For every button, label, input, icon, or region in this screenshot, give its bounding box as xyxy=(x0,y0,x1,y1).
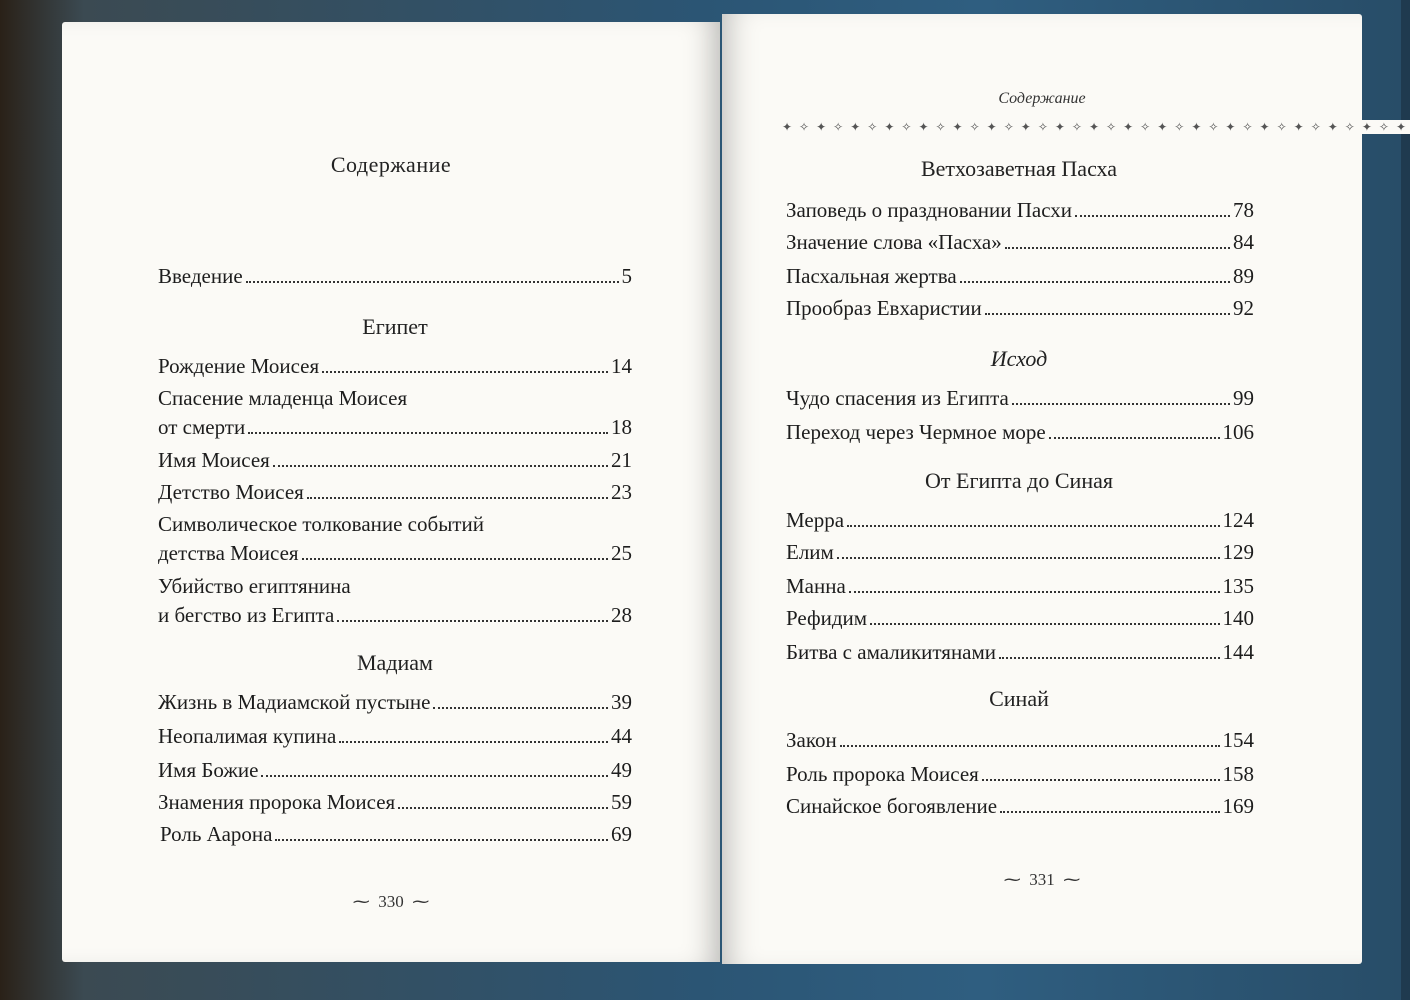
toc-entry: Роль Аарона 69 xyxy=(160,822,632,846)
toc-entry: Имя Моисея 21 xyxy=(158,448,632,472)
section-heading: Исход xyxy=(990,346,1048,371)
toc-entry: Символическое толкование событий детства Моисея 25 xyxy=(158,512,632,565)
section-heading: Синай xyxy=(989,686,1049,711)
toc-entry: Пасхальная жертва 89 xyxy=(786,264,1254,288)
section-heading: Ветхозаветная Пасха xyxy=(920,156,1118,181)
running-head: Содержание xyxy=(998,90,1086,107)
ornament-divider: ✦ ✧ ✦ ✧ ✦ ✧ ✦ ✧ ✦ ✧ ✦ ✧ ✦ ✧ ✦ ✧ ✦ ✧ ✦ ✧ ✦ ✧ ✦ ✧ ✦ ✧ ✦ ✧ ✦ ✧ ✦ ✧ ✦ ✧ ✦ ✧ ✦ xyxy=(782,120,1409,134)
toc-entry: Введение 5 xyxy=(158,264,632,288)
section-heading: Мадиам xyxy=(357,650,433,675)
toc-entry: Синайское богоявление 169 xyxy=(786,794,1254,818)
toc-entry: Роль пророка Моисея 158 xyxy=(786,762,1254,786)
toc-entry: Прообраз Евхаристии 92 xyxy=(786,296,1254,320)
right-page xyxy=(722,14,1409,964)
left-page xyxy=(62,22,720,962)
toc-entry: Детство Моисея 23 xyxy=(158,480,632,504)
toc-entry: Чудо спасения из Египта 99 xyxy=(786,386,1254,410)
toc-entry: Имя Божие 49 xyxy=(158,758,632,782)
toc-entry: Переход через Чермное море 106 xyxy=(786,420,1254,444)
toc-title: Содержание xyxy=(330,152,452,177)
toc-entry: Значение слова «Пасха» 84 xyxy=(786,230,1254,254)
toc-entry: Рефидим 140 xyxy=(786,606,1254,630)
section-heading: Египет xyxy=(362,314,428,339)
toc-entry: Жизнь в Мадиамской пустыне 39 xyxy=(158,690,632,714)
toc-entry: Мерра 124 xyxy=(786,508,1254,532)
toc-entry: Неопалимая купина 44 xyxy=(158,724,632,748)
toc-entry: Заповедь о праздновании Пасхи 78 xyxy=(786,198,1254,222)
toc-entry: Манна 135 xyxy=(786,574,1254,598)
toc-entry: Спасение младенца Моисея от смерти 18 xyxy=(158,386,632,439)
toc-entry: Рождение Моисея 14 xyxy=(158,354,632,378)
toc-entry: Знамения пророка Моисея 59 xyxy=(158,790,632,814)
toc-entry: Закон 154 xyxy=(786,728,1254,752)
page-number: ⁓ 330 ⁓ xyxy=(352,892,430,911)
toc-entry: Убийство египтянина и бегство из Египта 28 xyxy=(158,574,632,627)
section-heading: От Египта до Синая xyxy=(925,468,1113,493)
toc-entry: Битва с амаликитянами 144 xyxy=(786,640,1254,664)
page-number: ⁓ 331 ⁓ xyxy=(1003,870,1081,889)
toc-entry: Елим 129 xyxy=(786,540,1254,564)
